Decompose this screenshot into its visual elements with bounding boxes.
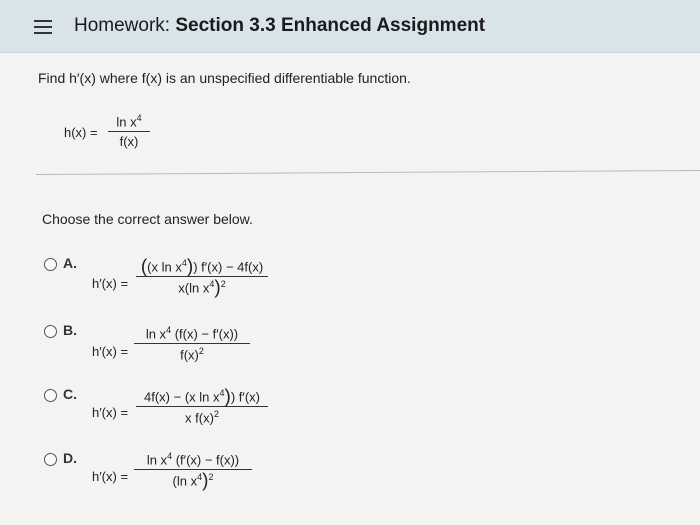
given-fraction [108,113,150,149]
option-d-numerator: $\ln x^4$ (f′(x) − f(x)) [146,451,240,468]
option-b-letter: B. [63,322,77,338]
given-numerator: $\ln x^4$ [116,113,142,130]
option-b-lhs: h′(x) = [92,344,129,359]
option-b-numerator: $\ln x^4$ (f(x) − f′(x)) [145,325,239,342]
option-b-fraction[interactable] [134,325,250,363]
option-a-fraction[interactable] [136,256,268,299]
option-a-letter: A. [63,255,77,271]
hamburger-menu-icon[interactable] [34,20,52,34]
option-c-fraction[interactable] [136,388,268,426]
given-lhs: h(x) = [64,125,98,140]
title-lead: Homework: [74,15,171,36]
title-main: Section 3.3 Enhanced Assignment [175,15,486,36]
option-c-radio[interactable] [44,389,57,402]
option-d-letter: D. [63,450,77,466]
option-d-denominator: (ln $x^4)^2$ [172,470,214,492]
option-a-lhs: h′(x) = [92,276,129,291]
option-a-numerator: ((x $\ln x^4$)) f′(x) − 4f(x) [140,256,264,278]
option-d-fraction[interactable] [134,451,252,492]
option-c-lhs: h′(x) = [92,405,129,420]
option-c-denominator: x $f(x)^2$ [185,409,219,426]
option-c-letter: C. [63,386,77,402]
option-b-radio[interactable] [44,325,57,338]
option-d-lhs: h′(x) = [92,469,129,484]
option-d-radio[interactable] [44,453,57,466]
section-divider [36,170,700,175]
choose-instruction: Choose the correct answer below. [42,211,253,227]
option-c-numerator: 4f(x) − (x $\ln x^4$)) f′(x) [144,386,260,408]
question-prompt: Find h′(x) where f(x) is an unspecified differentiable function. [38,70,411,86]
option-a-denominator: x(ln $x^4)^2$ [178,277,226,299]
page-title [74,15,485,37]
option-b-denominator: $f(x)^2$ [180,346,204,363]
option-a-radio[interactable] [44,258,57,271]
given-denominator: f(x) [119,134,139,150]
assignment-header [0,0,700,53]
